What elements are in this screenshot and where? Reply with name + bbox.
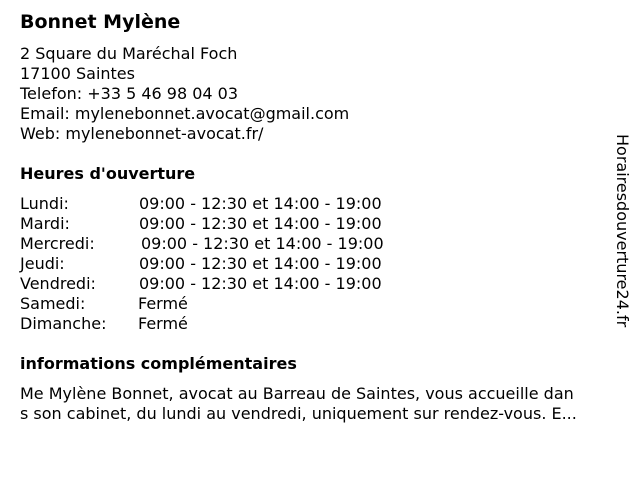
- hours-value: 09:00 - 12:30 et 14:00 - 19:00: [141, 234, 384, 253]
- hours-value: Fermé: [138, 314, 188, 333]
- hours-day: Mercredi:: [20, 234, 95, 253]
- additional-info-title: informations complémentaires: [20, 354, 297, 373]
- phone-text: Telefon: +33 5 46 98 04 03: [20, 84, 239, 103]
- email-text: Email: mylenebonnet.avocat@gmail.com: [20, 104, 350, 123]
- address-street: 2 Square du Maréchal Foch: [20, 44, 238, 63]
- business-name: Bonnet Mylène: [20, 11, 181, 33]
- side-watermark: [612, 134, 632, 344]
- additional-info-text: [20, 384, 632, 424]
- hours-value: 09:00 - 12:30 et 14:00 - 19:00: [139, 254, 382, 273]
- opening-hours-title: Heures d'ouverture: [20, 164, 196, 183]
- additional-info-line: s son cabinet, du lundi au vendredi, uniquement sur rendez-vous. E...: [20, 404, 577, 423]
- website-text: Web: mylenebonnet-avocat.fr/: [20, 124, 264, 143]
- hours-day: Vendredi:: [20, 274, 96, 293]
- hours-day: Lundi:: [20, 194, 69, 213]
- address-city: 17100 Saintes: [20, 64, 135, 83]
- side-watermark-text: Horairesdouverture24.fr: [613, 134, 632, 328]
- hours-day: Mardi:: [20, 214, 70, 233]
- contact-block: [20, 44, 349, 144]
- hours-day: Jeudi:: [20, 254, 65, 273]
- hours-value: 09:00 - 12:30 et 14:00 - 19:00: [139, 214, 382, 233]
- hours-value: Fermé: [138, 294, 188, 313]
- additional-info-line: Me Mylène Bonnet, avocat au Barreau de Saintes, vous accueille dan: [20, 384, 574, 403]
- hours-day: Dimanche:: [20, 314, 107, 333]
- hours-value: 09:00 - 12:30 et 14:00 - 19:00: [139, 274, 382, 293]
- hours-value: 09:00 - 12:30 et 14:00 - 19:00: [139, 194, 382, 213]
- hours-day: Samedi:: [20, 294, 86, 313]
